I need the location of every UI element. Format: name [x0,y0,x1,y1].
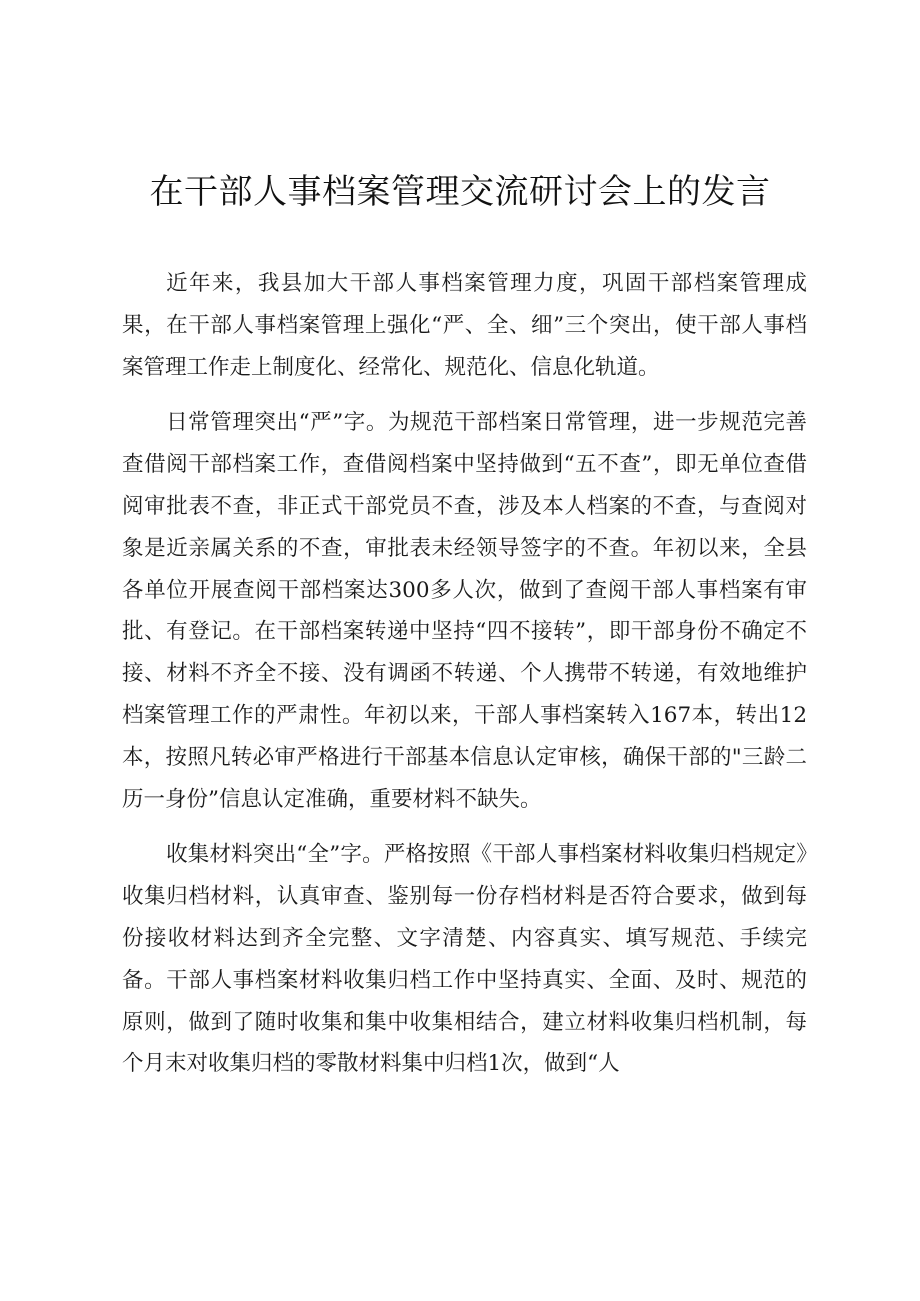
document-title: 在干部人事档案管理交流研讨会上的发言 [149,172,771,212]
paragraph-material-collection: 收集材料突出“全”字。严格按照《干部人事档案材料收集归档规定》收集归档材料，认真审查、鉴别每一份存档材料是否符合要求，做到每份接收材料达到齐全完整、文字清楚、内容真实、填写规范、手续完备。干部人事档案材料收集归档工作中坚持真实、全面、及时、规范的原则，做到了随时收集和集中收集相结合，建立材料收集归档机制，每个月末对收集归档的零散材料集中归档1次，做到“人 [122,842,807,1077]
paragraph-daily-management: 日常管理突出“严”字。为规范干部档案日常管理，进一步规范完善查借阅干部档案工作，查借阅档案中坚持做到“五不查”，即无单位查借阅审批表不查，非正式干部党员不查，涉及本人档案的不查，与查阅对象是近亲属关系的不查，审批表未经领导签字的不查。年初以来，全县各单位开展查阅干部档案达300多人次，做到了查阅干部人事档案有审批、有登记。在干部档案转递中坚持“四不接转”，即干部身份不确定不接、材料不齐全不接、没有调函不转递、个人携带不转递，有效地维护档案管理工作的严肃性。年初以来，干部人事档案转入167本，转出12本，按照凡转必审严格进行干部基本信息认定审核，确保干部的"三龄二历一身份”信息认定准确，重要材料不缺失。 [122,410,807,812]
paragraph-intro: 近年来，我县加大干部人事档案管理力度，巩固干部档案管理成果，在干部人事档案管理上强化“严、全、细”三个突出，使干部人事档案管理工作走上制度化、经常化、规范化、信息化轨道。 [122,271,807,380]
document-body [122,263,807,1099]
